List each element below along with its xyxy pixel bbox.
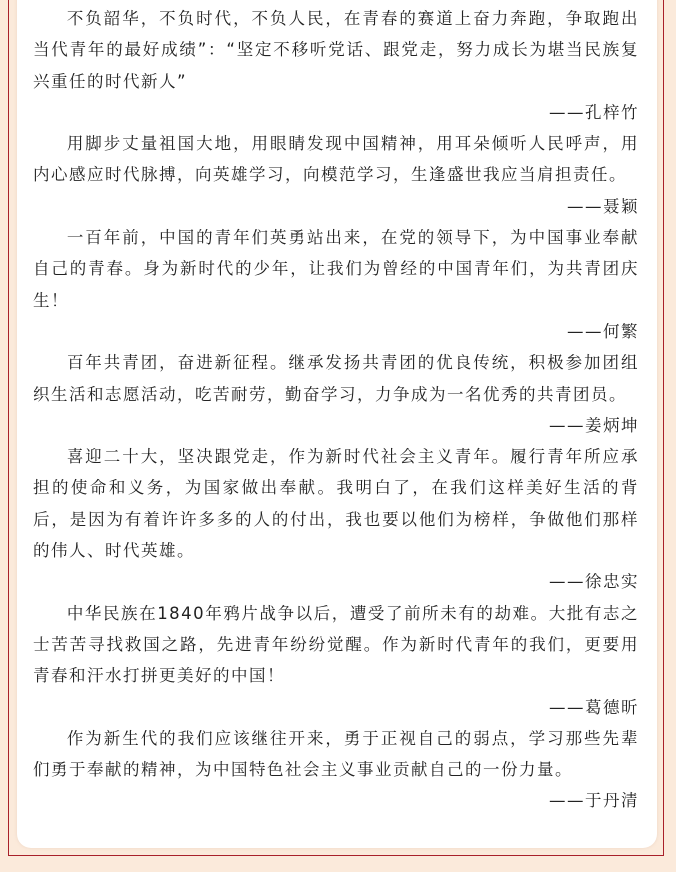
entry-paragraph-1: 不负韶华，不负时代，不负人民，在青春的赛道上奋力奔跑，争取跑出当代青年的最好成绩”：“坚定不移听党话、跟党走，努力成长为堪当民族复兴重任的时代新人” <box>33 9 639 91</box>
entry-author-4: ——姜炳坤 <box>549 415 639 435</box>
entry-paragraph-6: 中华民族在1840年鸦片战争以后，遭受了前所未有的劫难。大批有志之士苦苦寻找救国之路，先进青年纷纷觉醒。作为新时代青年的我们，更要用青春和汗水打拼更美好的中国！ <box>33 603 639 686</box>
entry-paragraph-7: 作为新生代的我们应该继往开来，勇于正视自己的弱点，学习那些先辈们勇于奉献的精神，为中国特色社会主义事业贡献自己的一份力量。 <box>33 728 639 780</box>
entry-author-6: ——葛德昕 <box>549 697 639 717</box>
entry-author-2: ——聂颖 <box>567 196 639 216</box>
entry-author-7: ——于丹清 <box>549 791 639 811</box>
entry-author-5: ——徐忠实 <box>549 572 639 592</box>
entry-paragraph-2: 用脚步丈量祖国大地，用眼睛发现中国精神，用耳朵倾听人民呼声，用内心感应时代脉搏，向英雄学习，向模范学习，生逢盛世我应当肩担责任。 <box>33 134 639 185</box>
entry-author-3: ——何繁 <box>567 321 639 341</box>
entry-paragraph-4: 百年共青团，奋进新征程。继承发扬共青团的优良传统，积极参加团组织生活和志愿活动，吃苦耐劳，勤奋学习，力争成为一名优秀的共青团员。 <box>33 353 639 404</box>
entry-paragraph-3: 一百年前，中国的青年们英勇站出来，在党的领导下，为中国事业奉献自己的青春。身为新时代的少年，让我们为曾经的中国青年们，为共青团庆生！ <box>33 228 639 310</box>
entry-author-1: ——孔梓竹 <box>549 102 639 122</box>
article-content <box>33 3 639 817</box>
entry-paragraph-5: 喜迎二十大，坚决跟党走，作为新时代社会主义青年。履行青年所应承担的使命和义务，为国家做出奉献。我明白了，在我们这样美好生活的背后，是因为有着许许多多的人的付出，我也要以他们为榜样，争做他们那样的伟人、时代英雄。 <box>33 447 639 561</box>
